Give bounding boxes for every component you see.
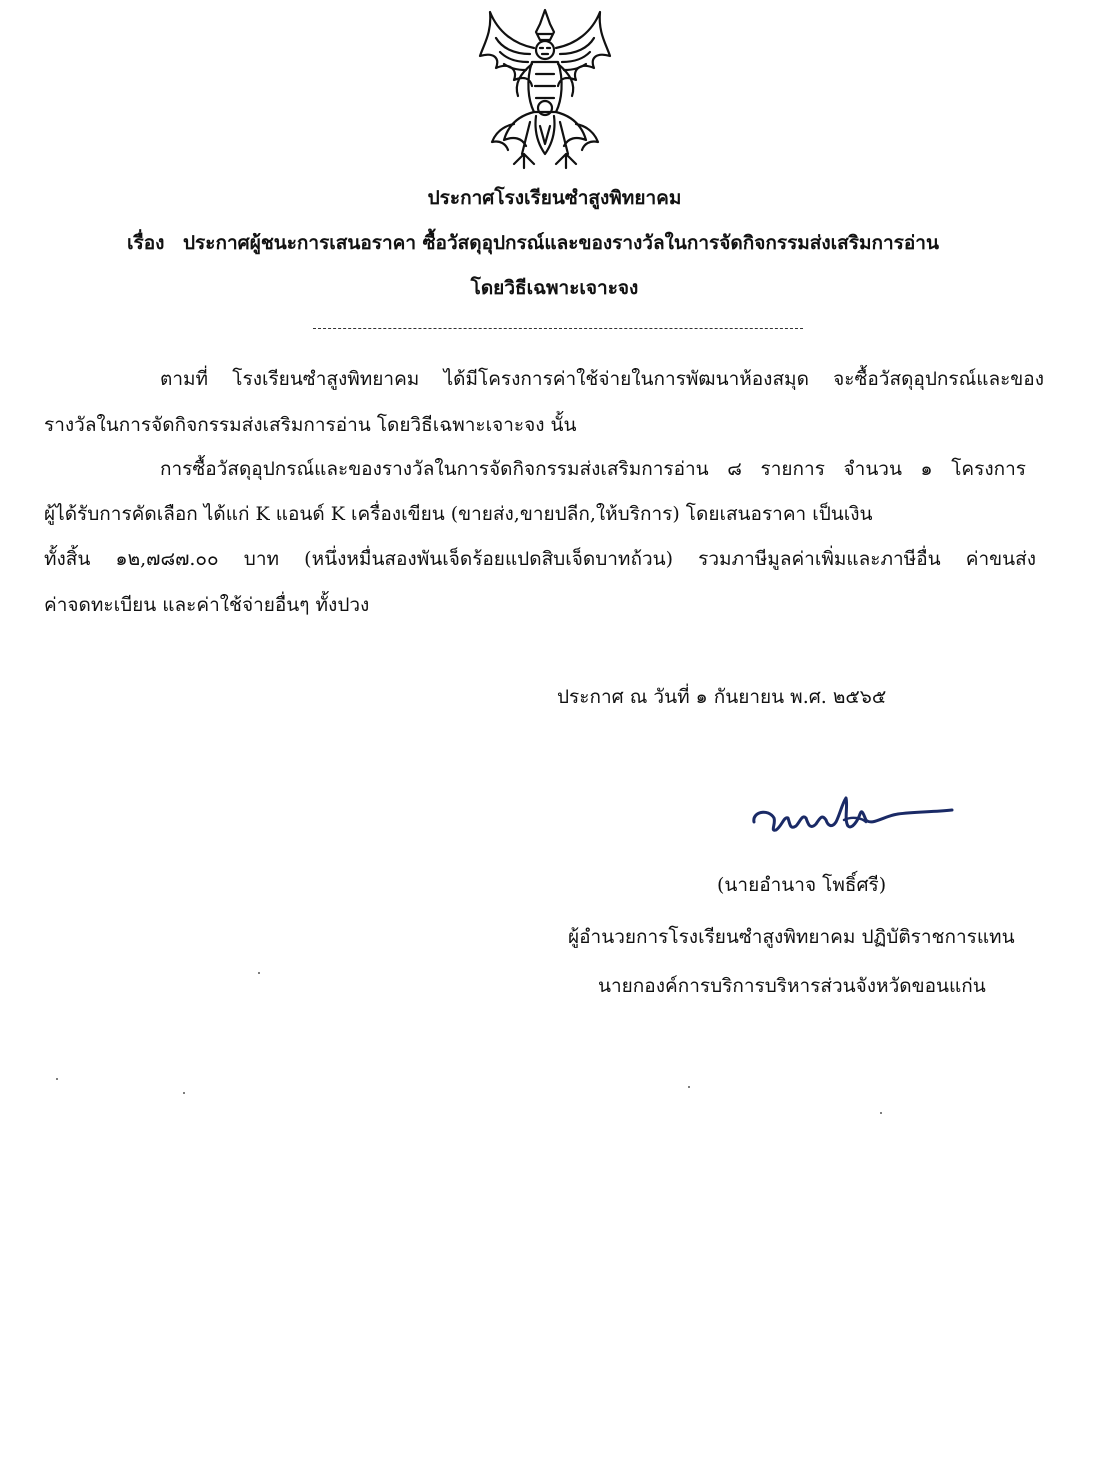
paragraph-2-line-3: ทั้งสิ้น ๑๒,๗๘๗.๐๐ บาท (หนึ่งหมื่นสองพันเจ็ดร้อยแปดสิบเจ็ดบาทถ้วน) รวมภาษีมูลค่าเพิ่มและภาษีอื่น ค่าขนส่ง xyxy=(44,548,1036,570)
signer-name: (นายอำนาจ โพธิ์ศรี) xyxy=(717,874,887,896)
handwritten-signature-icon xyxy=(748,792,958,848)
paragraph-2-line-1: การซื้อวัสดุอุปกรณ์และของรางวัลในการจัดกิจกรรมส่งเสริมการอ่าน ๘ รายการ จำนวน ๑ โครงการ xyxy=(160,458,1026,480)
scan-speck xyxy=(258,972,260,974)
subject-text: ประกาศผู้ชนะการเสนอราคา ซื้อวัสดุอุปกรณ์และของรางวัลในการจัดกิจกรรมส่งเสริมการอ่าน xyxy=(183,232,939,254)
scan-speck xyxy=(183,1092,185,1094)
subject-continuation: โดยวิธีเฉพาะเจาะจง xyxy=(470,277,639,299)
garuda-emblem-icon xyxy=(474,4,616,174)
announcement-title: ประกาศโรงเรียนซำสูงพิทยาคม xyxy=(427,187,682,209)
signer-position-line-1: ผู้อำนวยการโรงเรียนซำสูงพิทยาคม ปฏิบัติราชการแทน xyxy=(568,926,1015,948)
scan-speck xyxy=(880,1112,882,1114)
subject-label: เรื่อง xyxy=(127,232,165,254)
signer-position-line-2: นายกองค์การบริการบริหารส่วนจังหวัดขอนแก่น xyxy=(598,975,986,997)
announcement-date: ประกาศ ณ วันที่ ๑ กันยายน พ.ศ. ๒๕๖๕ xyxy=(557,686,887,708)
paragraph-2-line-4: ค่าจดทะเบียน และค่าใช้จ่ายอื่นๆ ทั้งปวง xyxy=(44,594,370,616)
scan-speck xyxy=(56,1078,58,1080)
scan-speck xyxy=(688,1086,690,1088)
paragraph-1-line-2: รางวัลในการจัดกิจกรรมส่งเสริมการอ่าน โดยวิธีเฉพาะเจาะจง นั้น xyxy=(44,414,577,436)
paragraph-1-line-1: ตามที่ โรงเรียนซำสูงพิทยาคม ได้มีโครงการค่าใช้จ่ายในการพัฒนาห้องสมุด จะซื้อวัสดุอุปกรณ์และของ xyxy=(160,368,1044,390)
paragraph-2-line-2: ผู้ได้รับการคัดเลือก ได้แก่ K แอนด์ K เครื่องเขียน (ขายส่ง,ขายปลีก,ให้บริการ) โดยเสนอราคา เป็นเงิน xyxy=(44,503,873,525)
separator-line xyxy=(313,328,803,329)
